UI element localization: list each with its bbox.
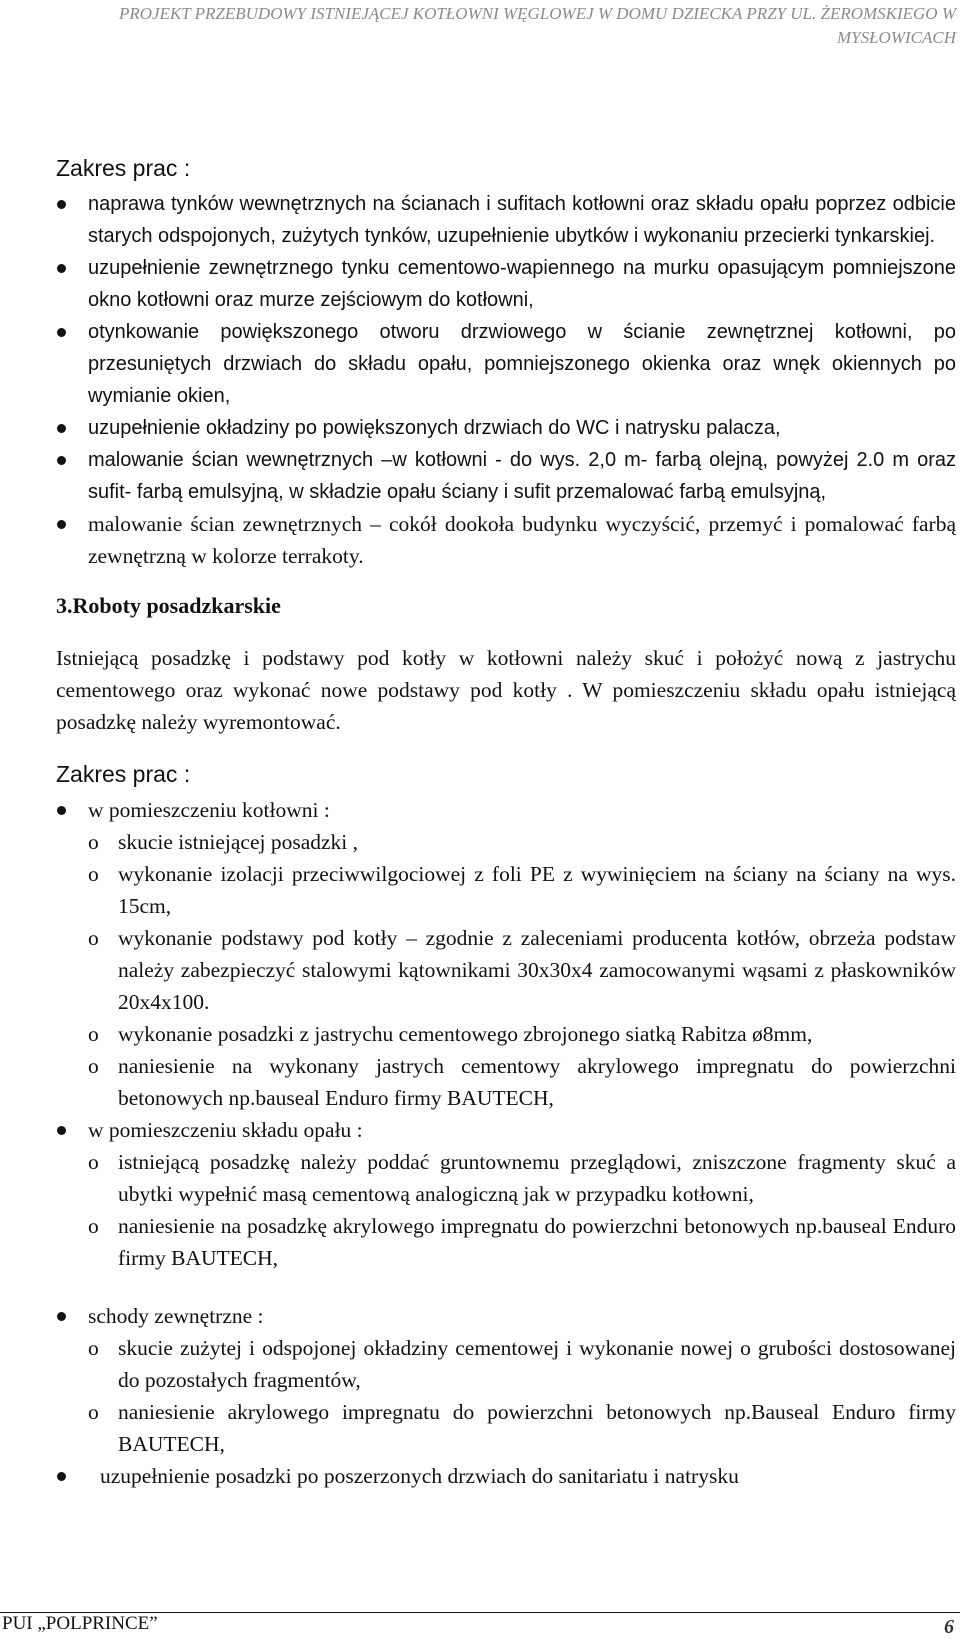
sub-list-item: o wykonanie izolacji przeciwwilgociowej z foli PE z wywinięciem na ściany na ściany na wys. 15cm, <box>56 858 956 922</box>
group-kotlownia <box>56 794 956 1114</box>
sub-list <box>56 1332 956 1460</box>
sub-list-item: o wykonanie posadzki z jastrychu cementowego zbrojonego siatką Rabitza ø8mm, <box>56 1018 956 1050</box>
document-body <box>56 152 956 1492</box>
group-sklad-opalu <box>56 1114 956 1300</box>
sub-list-item: o naniesienie na posadzkę akrylowego impregnatu do powierzchni betonowych np.bauseal Enduro firmy BAUTECH, <box>56 1210 956 1274</box>
sub-list <box>56 826 956 1114</box>
group-schody <box>56 1300 956 1460</box>
sub-list-item: o skucie istniejącej posadzki , <box>56 826 956 858</box>
sub-list-item: o istniejącą posadzkę należy poddać gruntownemu przeglądowi, zniszczone fragmenty skuć a ubytki wypełnić masą cementową analogiczną jak w przypadku kotłowni, <box>56 1146 956 1210</box>
sub-list <box>56 1146 956 1274</box>
sub-list-item: o wykonanie podstawy pod kotły – zgodnie z zaleceniami producenta kotłów, obrzeża podstaw należy zabezpieczyć stalowymi kątownikami 30x30x4 zamocowanymi wąsami z płaskowników 20x4x100. <box>56 922 956 1018</box>
header-line-2: MYSŁOWICACH <box>836 28 956 47</box>
list-item-last: uzupełnienie posadzki po poszerzonych drzwiach do sanitariatu i natrysku <box>56 1460 956 1492</box>
section-b-list <box>56 794 956 1492</box>
list-item: uzupełnienie zewnętrznego tynku cementowo-wapiennego na murku opasującym pomniejszone okno kotłowni oraz murze zejściowym do kotłowni, <box>56 252 956 316</box>
group-label: w pomieszczeniu kotłowni : <box>88 798 330 822</box>
section-a-title: Zakres prac : <box>56 155 191 181</box>
list-item: malowanie ścian zewnętrznych – cokół dookoła budynku wyczyścić, przemyć i pomalować farbą zewnętrzną w kolorze terrakoty. <box>56 508 956 572</box>
page-header <box>0 2 960 50</box>
list-item: malowanie ścian wewnętrznych –w kotłowni - do wys. 2,0 m- farbą olejną, powyżej 2.0 m oraz sufit- farbą emulsyjną, w składzie opału ściany i sufit przemalować farbą emulsyjną, <box>56 444 956 508</box>
page-footer <box>0 1612 960 1635</box>
section-3-paragraph: Istniejącą posadzkę i podstawy pod kotły w kotłowni należy skuć i położyć nową z jastrychu cementowego oraz wykonać nowe podstawy pod kotły . W pomieszczeniu składu opału istniejącą posadzkę należy wyremontować. <box>56 646 956 734</box>
footer-company: PUI „POLPRINCE” <box>2 1613 158 1634</box>
list-item: uzupełnienie okładziny po powiększonych drzwiach do WC i natrysku palacza, <box>56 412 956 444</box>
list-item: naprawa tynków wewnętrznych na ścianach i sufitach kotłowni oraz składu opału poprzez odbicie starych odspojonych, zużytych tynków, uzupełnienie ubytków i wykonaniu przecierki tynkarskiej. <box>56 188 956 252</box>
sub-list-item: o naniesienie akrylowego impregnatu do powierzchni betonowych np.Bauseal Enduro firmy BAUTECH, <box>56 1396 956 1460</box>
group-label: w pomieszczeniu składu opału : <box>88 1118 363 1142</box>
section-b-title: Zakres prac : <box>56 761 191 787</box>
sub-list-item: o skucie zużytej i odspojonej okładziny cementowej i wykonanie nowej o grubości dostosowanej do pozostałych fragmentów, <box>56 1332 956 1396</box>
list-item: otynkowanie powiększonego otworu drzwiowego w ścianie zewnętrznej kotłowni, po przesuniętych drzwiach do składu opału, pomniejszonego okienka oraz wnęk okiennych po wymianie okien, <box>56 316 956 412</box>
sub-list-item: o naniesienie na wykonany jastrych cementowy akrylowego impregnatu do powierzchni betonowych np.bauseal Enduro firmy BAUTECH, <box>56 1050 956 1114</box>
section-a-list <box>56 188 956 572</box>
group-label: schody zewnętrzne : <box>88 1304 264 1328</box>
section-3-title: 3.Roboty posadzkarskie <box>56 593 281 618</box>
header-line-1: PROJEKT PRZEBUDOWY ISTNIEJĄCEJ KOTŁOWNI WĘGLOWEJ W DOMU DZIECKA PRZY UL. ŻEROMSKIEGO W <box>118 4 956 23</box>
page-number: 6 <box>944 1616 954 1638</box>
